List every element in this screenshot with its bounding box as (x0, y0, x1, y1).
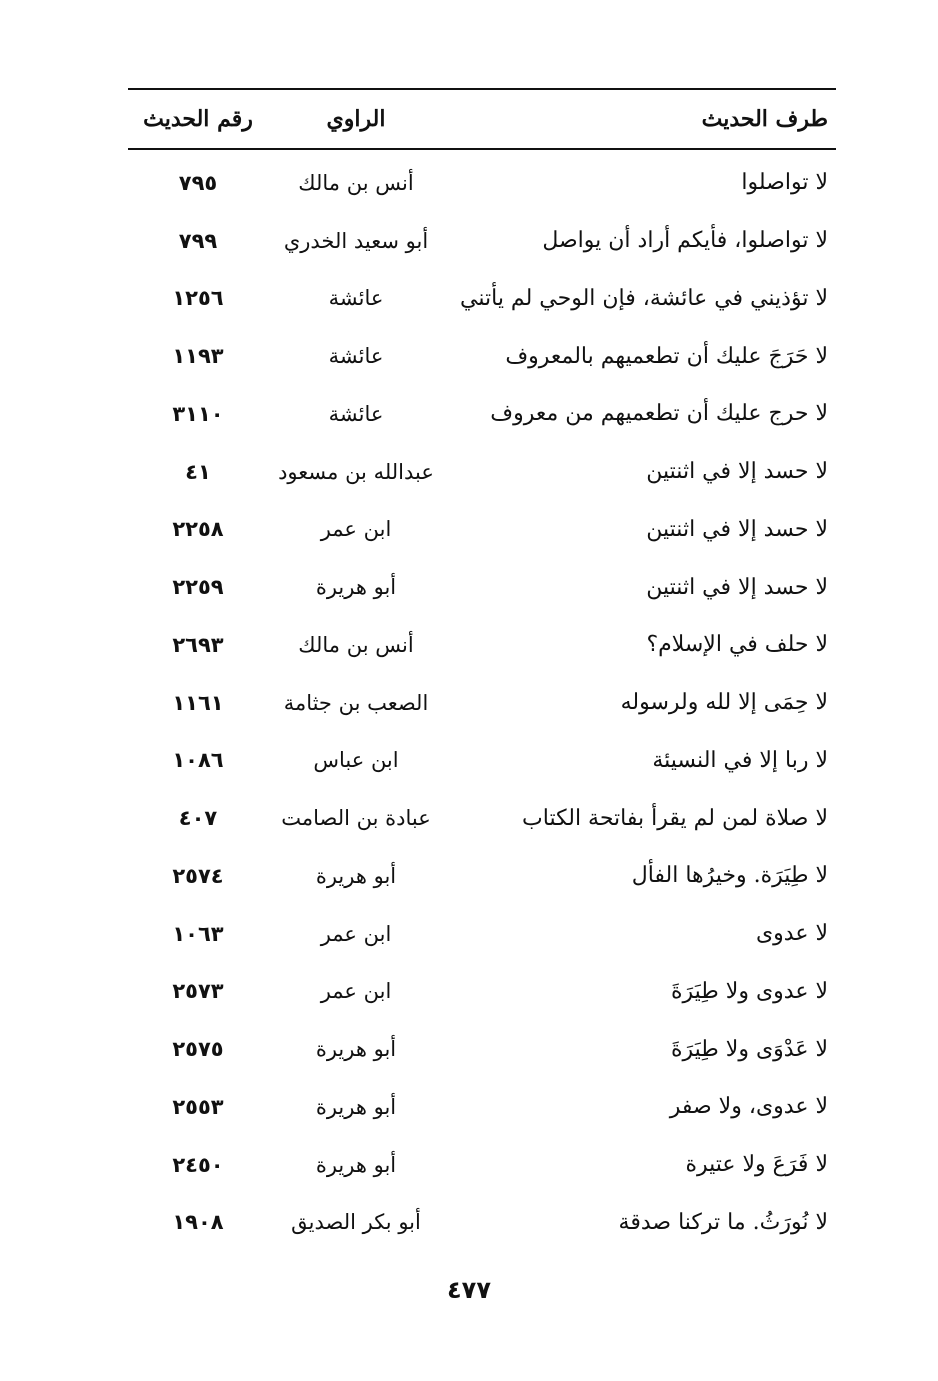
table-row (128, 154, 836, 212)
hadith-text: لا عدوى (755, 921, 828, 947)
table-row (128, 789, 836, 847)
narrator-name: عائشة (328, 286, 384, 311)
table-row (128, 905, 836, 963)
table-row (128, 270, 836, 328)
hadith-number: ٢٥٧٣ (172, 979, 224, 1004)
hadith-text: لا حسد إلا في اثنتين (646, 574, 828, 600)
table-row (128, 1194, 836, 1252)
narrator-name: أبو بكر الصديق (291, 1210, 421, 1235)
hadith-number: ١٠٦٣ (172, 921, 224, 946)
hadith-number: ٢٥٧٤ (172, 863, 224, 888)
hadith-text: لا حسد إلا في اثنتين (646, 516, 828, 542)
narrator-name: عبدالله بن مسعود (278, 459, 434, 484)
hadith-text: لا نُورَثُ. ما تركنا صدقة (618, 1209, 828, 1235)
hadith-index-table (128, 88, 836, 1251)
narrator-name: عائشة (328, 401, 384, 426)
hadith-text: لا تواصلوا (741, 170, 828, 196)
table-row (128, 674, 836, 732)
hadith-text: لا عدوى ولا طِيَرَةَ (670, 978, 828, 1004)
table-row (128, 443, 836, 501)
hadith-number: ١٩٠٨ (172, 1210, 224, 1235)
narrator-name: أبو هريرة (315, 1037, 397, 1062)
narrator-name: أبو هريرة (315, 863, 397, 888)
narrator-name: ابن عمر (320, 979, 392, 1004)
hadith-number: ٤٠٧ (178, 806, 218, 831)
hadith-text: لا ربا إلا في النسيئة (652, 747, 828, 773)
table-row (128, 558, 836, 616)
table-row (128, 385, 836, 443)
table-row (128, 616, 836, 674)
narrator-name: أبو سعيد الخدري (283, 228, 429, 253)
hadith-text: لا طِيَرَة. وخيرُها الفأل (631, 863, 828, 889)
hadith-text: لا فَرَعَ ولا عتيرة (685, 1152, 828, 1178)
narrator-name: ابن عباس (313, 748, 399, 773)
hadith-text: لا عدوى، ولا صفر (669, 1094, 828, 1120)
narrator-name: ابن عمر (320, 517, 392, 542)
hadith-text: لا حلف في الإسلام؟ (646, 632, 828, 658)
narrator-name: أبو هريرة (315, 575, 397, 600)
hadith-number: ٢٤٥٠ (172, 1152, 224, 1177)
narrator-name: الصعب بن جثامة (283, 690, 429, 715)
hadith-text: لا حرج عليك أن تطعميهم من معروف (490, 401, 828, 427)
table-row (128, 963, 836, 1021)
narrator-name: عائشة (328, 344, 384, 369)
hadith-text: لا تواصلوا، فأيكم أراد أن يواصل (542, 228, 828, 254)
hadith-number: ١١٩٣ (172, 344, 224, 369)
table-header (128, 90, 836, 150)
table-row (128, 732, 836, 790)
hadith-text: لا حَرَجَ عليك أن تطعميهم بالمعروف (505, 343, 828, 369)
hadith-number: ٢٢٥٨ (172, 517, 224, 542)
narrator-name: أبو هريرة (315, 1152, 397, 1177)
table-row (128, 847, 836, 905)
table-row (128, 212, 836, 270)
hadith-number: ٣١١٠ (172, 401, 224, 426)
narrator-name: أنس بن مالك (298, 632, 414, 657)
table-row (128, 1078, 836, 1136)
hadith-text: لا تؤذيني في عائشة، فإن الوحي لم يأتني (460, 285, 828, 311)
table-row (128, 1020, 836, 1078)
hadith-number: ٢٦٩٣ (172, 632, 224, 657)
hadith-text: لا حِمَى إلا لله ولرسوله (620, 690, 828, 716)
table-row (128, 327, 836, 385)
hadith-number: ٢٢٥٩ (172, 575, 224, 600)
header-text: طرف الحديث (701, 106, 828, 132)
narrator-name: ابن عمر (320, 921, 392, 946)
hadith-number: ٤١ (185, 459, 211, 484)
table-row (128, 1136, 836, 1194)
hadith-number: ٧٩٥ (178, 170, 218, 195)
hadith-number: ١٢٥٦ (172, 286, 224, 311)
hadith-number: ١٠٨٦ (172, 748, 224, 773)
table-row (128, 501, 836, 559)
narrator-name: عبادة بن الصامت (281, 806, 431, 831)
hadith-text: لا صلاة لمن لم يقرأ بفاتحة الكتاب (522, 805, 828, 831)
page-number: ٤٧٧ (447, 1276, 491, 1304)
table-body (128, 154, 836, 1251)
narrator-name: أنس بن مالك (298, 170, 414, 195)
hadith-number: ١١٦١ (172, 690, 224, 715)
header-narrator: الراوي (326, 106, 386, 132)
hadith-number: ٧٩٩ (178, 228, 218, 253)
hadith-text: لا عَدْوَى ولا طِيَرَةَ (670, 1036, 828, 1062)
header-number: رقم الحديث (143, 106, 253, 132)
narrator-name: أبو هريرة (315, 1094, 397, 1119)
hadith-number: ٢٥٥٣ (172, 1094, 224, 1119)
hadith-text: لا حسد إلا في اثنتين (646, 459, 828, 485)
hadith-number: ٢٥٧٥ (172, 1037, 224, 1062)
